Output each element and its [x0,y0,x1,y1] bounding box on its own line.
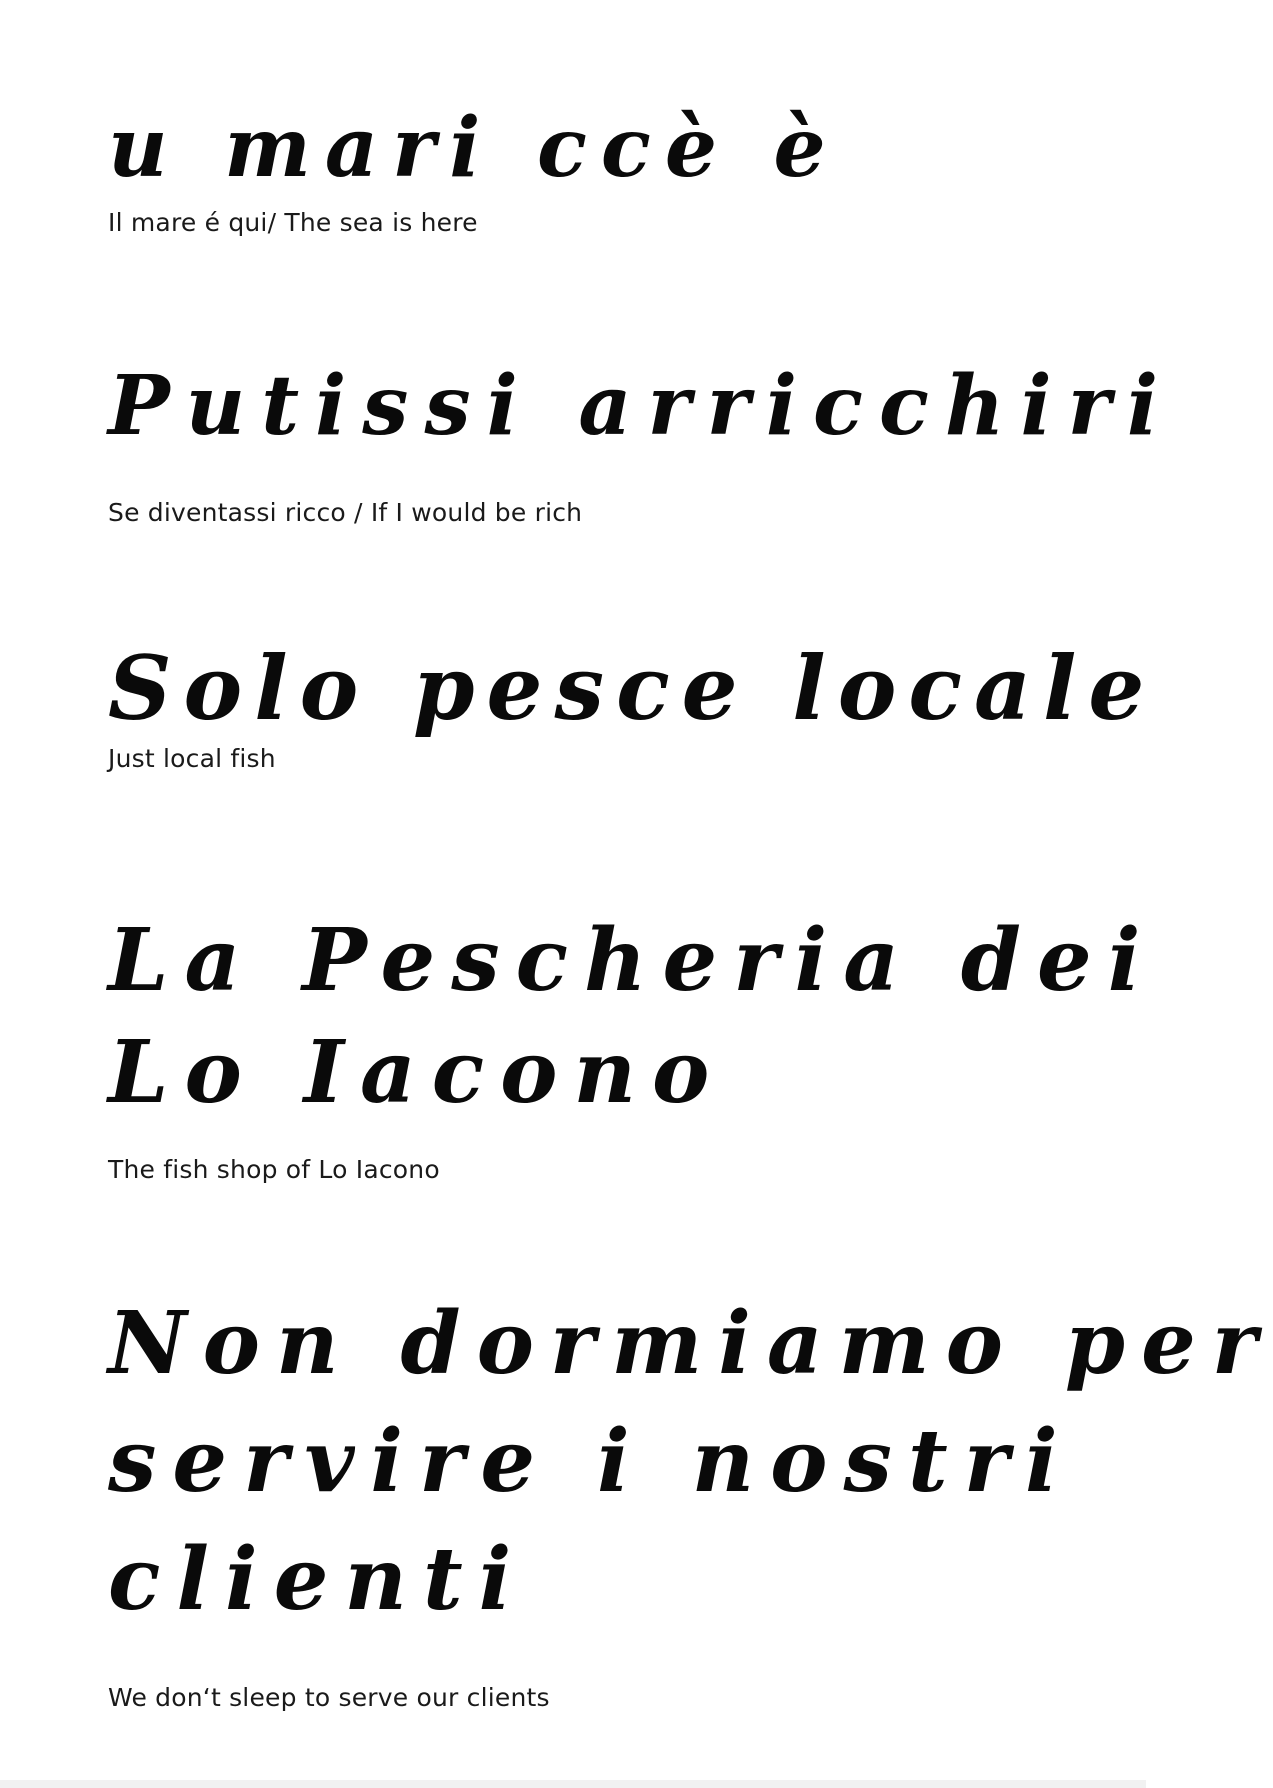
handwritten-line: Solo pesce locale [108,636,1157,740]
handwritten-line: clienti [108,1529,528,1630]
translation-caption: Se diventassi ricco / If I would be rich [108,498,583,527]
translation-caption: Just local fish [108,744,276,773]
bottom-divider [0,1780,1146,1788]
handwritten-phrase [108,360,1174,452]
handwritten-line: u mari ccè è [108,100,840,196]
handwritten-line: Lo Iacono [108,1022,726,1123]
handwritten-line: La Pescheria dei [108,910,1157,1011]
handwritten-phrase [108,102,840,194]
handwritten-line: Non dormiamo per [108,1293,1273,1394]
entry-4 [108,905,1156,1184]
handwritten-line: Putissi arricchiri [108,358,1174,454]
entry-5 [108,1285,1273,1712]
entry-2 [108,360,1174,527]
handwritten-phrase [108,1285,1273,1639]
handwritten-line: servire i nostri [108,1411,1074,1512]
translation-caption: The fish shop of Lo Iacono [108,1155,440,1184]
handwritten-phrase [108,905,1156,1129]
handwritten-phrase [108,636,1157,740]
translation-caption: Il mare é qui/ The sea is here [108,208,478,237]
entry-1 [108,102,840,237]
translation-caption: We don‘t sleep to serve our clients [108,1683,550,1712]
entry-3 [108,636,1157,773]
